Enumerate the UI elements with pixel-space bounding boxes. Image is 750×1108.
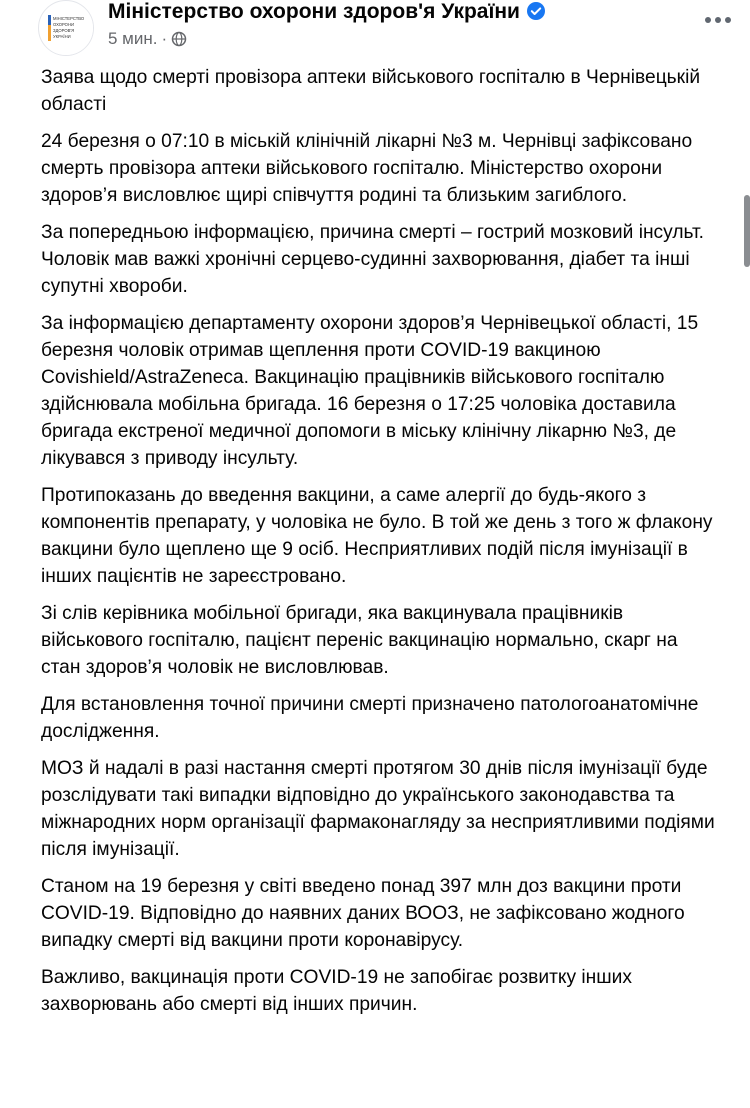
post-paragraph: За інформацією департаменту охорони здоров’я Чернівецької області, 15 березня чоловік отримав щеплення проти COVID-19 вакциною Covishield/AstraZeneca. Вакцинацію працівників військового госпіталю здійснювала мобільна бригада. 16 березня о 17:25 чоловіка доставила бригада екстреної медичної допомоги в міську клінічну лікарню №3, де лікувався з приводу інсульту. xyxy=(41,313,699,469)
post-paragraph: Заява щодо смерті провізора аптеки військового госпіталю в Чернівецькій області xyxy=(41,67,701,115)
globe-icon[interactable] xyxy=(171,31,187,47)
svg-text:ЗДОРОВ'Я: ЗДОРОВ'Я xyxy=(53,28,75,33)
post-paragraph: Для встановлення точної причини смерті призначено патологоанатомічне дослідження. xyxy=(41,694,699,742)
more-dot-icon xyxy=(715,17,721,23)
scrollbar-thumb[interactable] xyxy=(744,195,750,267)
svg-text:УКРАЇНИ: УКРАЇНИ xyxy=(53,34,71,39)
post-paragraph: Протипоказань до введення вакцини, а саме алергії до будь-якого з компонентів препарату, у чоловіка не було. В той же день з того ж флакону вакцини було щеплено ще 9 осіб. Несприятливих подій після імунізації в інших пацієнтів не зареєстровано. xyxy=(41,485,713,587)
page-name-link[interactable] xyxy=(108,0,546,24)
post-paragraph: За попередньою інформацією, причина смерті – гострий мозковий інсульт. Чоловік мав важкі хронічні серцево-судинні захворювання, діабет та інші супутні хвороби. xyxy=(41,222,705,297)
post-paragraph: 24 березня о 07:10 в міській клінічній лікарні №3 м. Чернівці зафіксовано смерть провізора аптеки військового госпіталю. Міністерство охорони здоров’я висловлює щирі співчуття родині та близьким загиблого. xyxy=(41,131,693,206)
post-paragraph: МОЗ й надалі в разі настання смерті протягом 30 днів після імунізації буде розслідувати такі випадки відповідно до українського законодавства та міжнародних норм організації фармаконагляду за несприятливими подіями після імунізації. xyxy=(41,758,715,860)
more-dot-icon xyxy=(725,17,731,23)
svg-text:ОХОРОНИ: ОХОРОНИ xyxy=(53,22,74,27)
more-options-button[interactable] xyxy=(702,8,734,32)
post-header xyxy=(38,0,750,56)
post-paragraph: Станом на 19 березня у світі введено понад 397 млн доз вакцини проти COVID-19. Відповідно до наявних даних ВООЗ, не зафіксовано жодного випадку смерті від вакцини проти коронавірусу. xyxy=(41,876,685,951)
post-timestamp[interactable]: 5 мин. xyxy=(108,29,158,48)
verified-badge-icon xyxy=(526,1,546,21)
post-meta xyxy=(108,28,187,50)
page-name-text[interactable]: Міністерство охорони здоров'я України xyxy=(108,0,520,23)
post-body xyxy=(41,64,721,1028)
post-paragraph: Зі слів керівника мобільної бригади, яка вакцинувала працівників військового госпіталю, пацієнт переніс вакцинацію нормально, скарг на стан здоров’я чоловік не висловлював. xyxy=(41,603,678,678)
svg-text:МІНІСТЕРСТВО: МІНІСТЕРСТВО xyxy=(53,16,85,21)
post-paragraph: Важливо, вакцинація проти COVID-19 не запобігає розвитку інших захворювань або смерті від інших причин. xyxy=(41,967,632,1015)
more-dot-icon xyxy=(705,17,711,23)
page-avatar[interactable] xyxy=(38,0,94,56)
ministry-logo-icon xyxy=(39,1,94,56)
meta-separator: · xyxy=(161,29,168,48)
